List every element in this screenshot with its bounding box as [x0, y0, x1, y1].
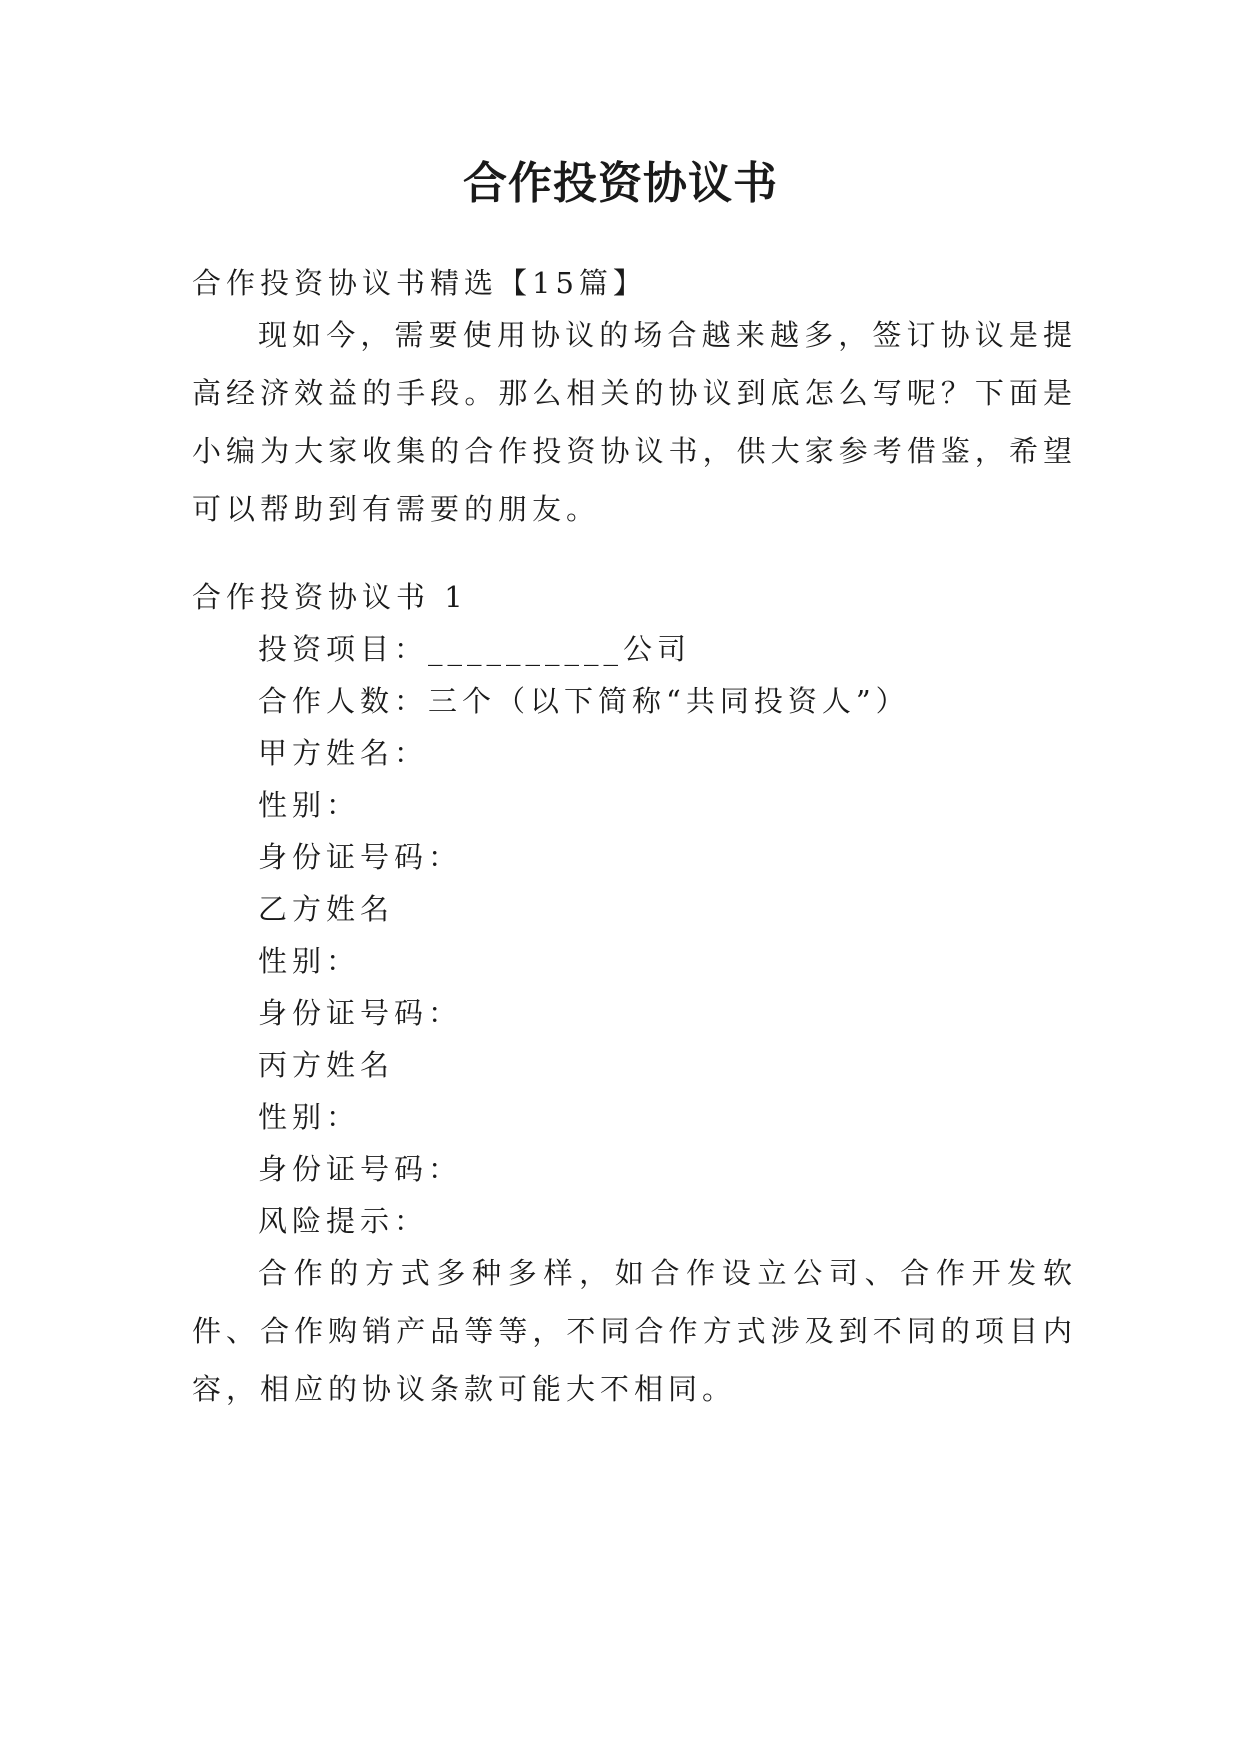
risk-paragraph: 合作的方式多种多样，如合作设立公司、合作开发软件、合作购销产品等等，不同合作方式涉及到不同的项目内容，相应的协议条款可能大不相同。 — [192, 1256, 1077, 1406]
field-party-a-name: 甲方姓名： — [258, 736, 429, 770]
field-party-c-id: 身份证号码： — [258, 1152, 463, 1186]
document-title: 合作投资协议书 — [463, 158, 778, 209]
intro-paragraph: 现如今，需要使用协议的场合越来越多，签订协议是提高经济效益的手段。那么相关的协议到底怎么写呢？下面是小编为大家收集的合作投资协议书，供大家参考借鉴，希望可以帮助到有需要的朋友。 — [192, 318, 1077, 526]
field-party-b-gender: 性别： — [258, 944, 361, 978]
field-party-b-name: 乙方姓名 — [258, 892, 395, 926]
field-party-c-gender: 性别： — [258, 1100, 361, 1134]
field-risk-notice: 风险提示： — [258, 1204, 429, 1238]
section-heading: 合作投资协议书 1 — [192, 580, 468, 614]
field-investment-project: 投资项目：__________公司 — [258, 632, 692, 666]
field-party-c-name: 丙方姓名 — [258, 1048, 395, 1082]
field-partner-count: 合作人数：三个（以下简称“共同投资人”） — [258, 684, 910, 718]
field-party-b-id: 身份证号码： — [258, 996, 463, 1030]
document-subtitle: 合作投资协议书精选【15篇】 — [192, 266, 647, 300]
field-party-a-id: 身份证号码： — [258, 840, 463, 874]
field-party-a-gender: 性别： — [258, 788, 361, 822]
